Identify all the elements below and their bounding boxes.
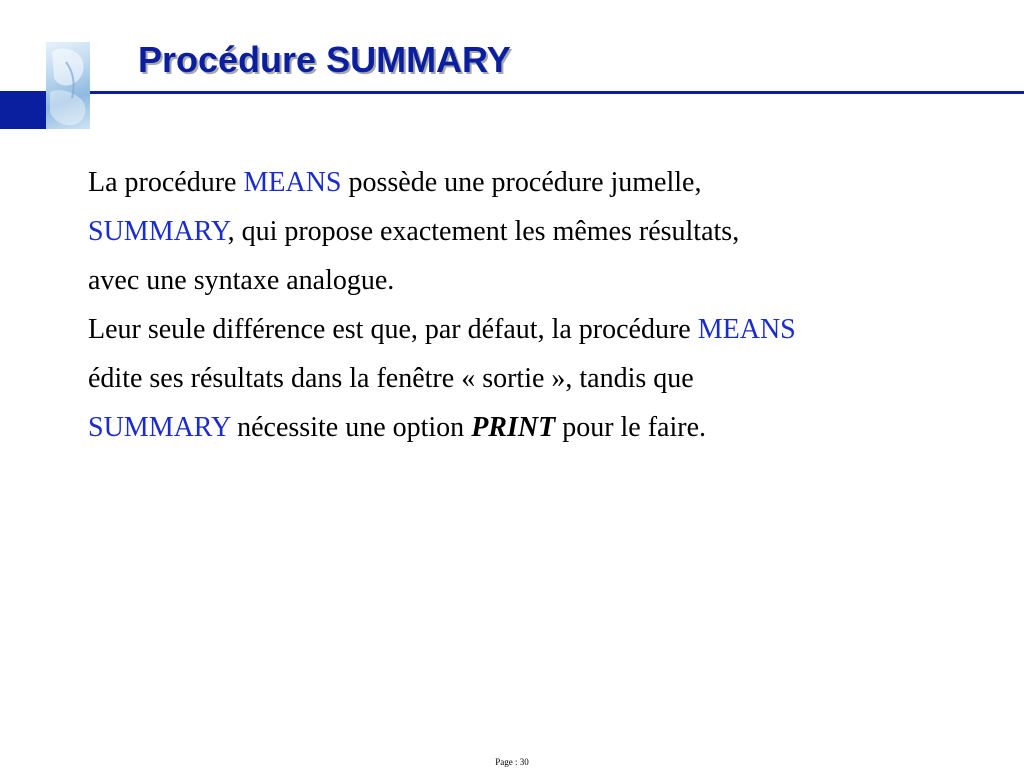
body-line-3 (88, 256, 988, 305)
keyword-means: MEANS (697, 314, 796, 345)
keyword-summary: SUMMARY (88, 216, 228, 247)
body-line-2 (88, 207, 988, 256)
keyword-print: PRINT (471, 412, 556, 443)
keyword-summary: SUMMARY (88, 412, 231, 443)
body-line-5 (88, 354, 988, 403)
text-run: nécessite une option (230, 412, 472, 443)
body-line-4 (88, 305, 988, 354)
text-run: possède une procédure jumelle, (341, 167, 702, 198)
header-accent-band (0, 91, 47, 129)
decorative-photo-icon (46, 42, 90, 129)
text-run: Leur seule différence est que, par défaut, la procédure (88, 314, 698, 345)
body-line-1 (88, 158, 988, 207)
text-run: pour le faire. (555, 412, 707, 443)
keyword-means: MEANS (243, 167, 342, 198)
text-run: édite ses résultats dans la fenêtre « sortie », tandis que (88, 363, 694, 394)
text-run: avec une syntaxe analogue. (88, 265, 395, 296)
slide-title: Procédure SUMMARY (138, 39, 511, 80)
slide-body (88, 158, 988, 452)
title-underline (90, 91, 1024, 94)
header-decoration-image (46, 42, 90, 129)
text-run: , qui propose exactement les mêmes résultats, (227, 216, 740, 247)
page-number: Page : 30 (495, 757, 529, 767)
body-line-6 (88, 403, 988, 452)
text-run: La procédure (88, 167, 244, 198)
